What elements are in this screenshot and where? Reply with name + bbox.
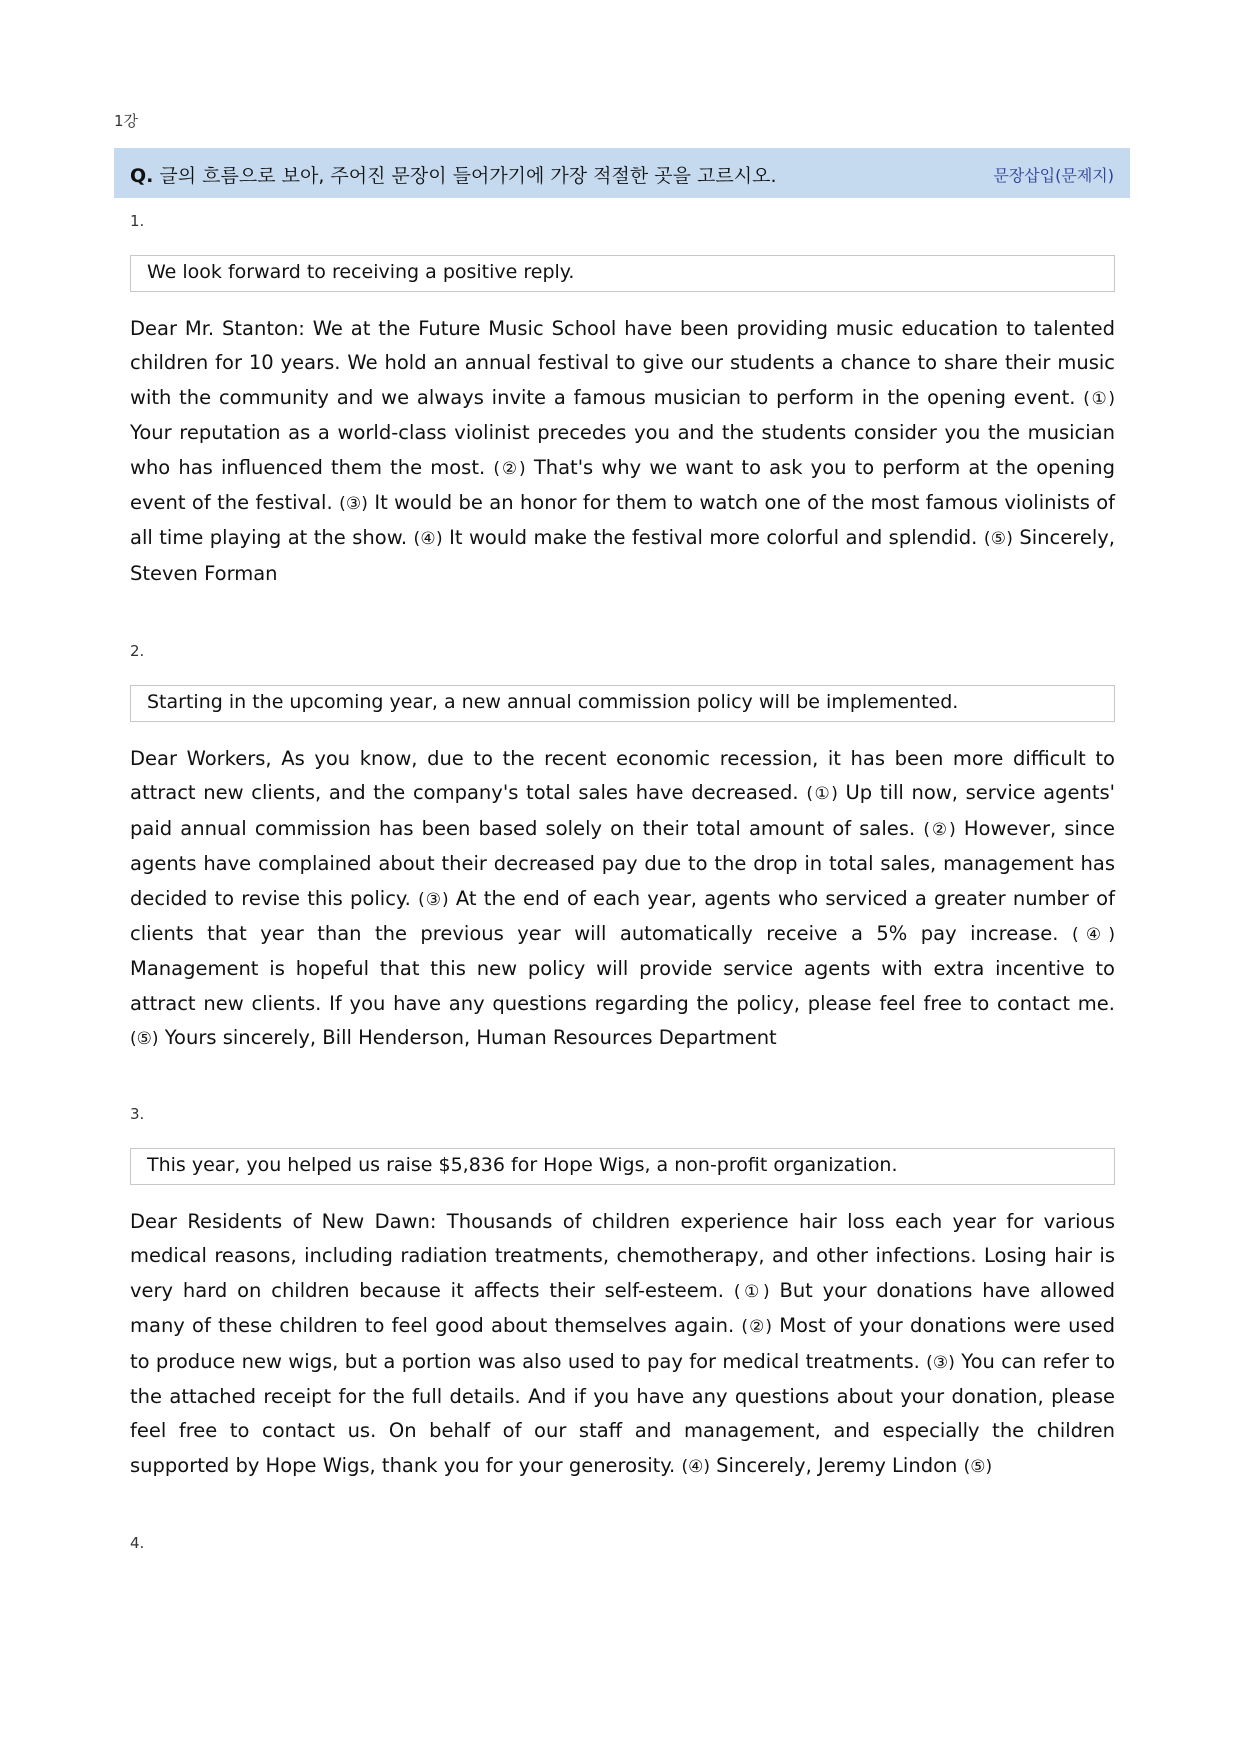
instruction-bar: [114, 148, 1130, 198]
passage-segment: Dear Mr. Stanton: We at the Future Music School have been providing music education to talented children for 10 years. We hold an annual festival to give our students a chance to share their music with the community and we always invite a famous musician to perform in the opening event.: [130, 317, 1115, 409]
insertion-mark-2: (②): [493, 458, 526, 479]
question-3: [130, 1105, 1115, 1484]
passage-segment: Yours sincerely, Bill Henderson, Human Resources Department: [164, 1026, 777, 1050]
question-4: [130, 1534, 1115, 1552]
passage-segment: That's why we want to ask you to perform at the opening event of the festival.: [130, 455, 1116, 515]
instruction-body: 글의 흐름으로 보아, 주어진 문장이 들어가기에 가장 적절한 곳을 고르시오.: [159, 165, 777, 187]
passage-text: [130, 1205, 1115, 1484]
insertion-mark-5: (⑤): [963, 1456, 993, 1477]
passage-segment: Up till now, service agents' paid annual commission has been based solely on their total amount of sales.: [130, 781, 1115, 840]
insertion-mark-4: (④): [681, 1456, 710, 1477]
passage-segment: At the end of each year, agents who serviced a greater number of clients that year than the previous year will automatically receive a 5% pay increase.: [130, 886, 1115, 946]
question-number: 1.: [130, 212, 145, 230]
given-sentence-box: We look forward to receiving a positive reply.: [130, 255, 1115, 292]
instruction-text: [130, 161, 776, 188]
insertion-mark-3: (③): [926, 1352, 955, 1373]
question-2: [130, 642, 1115, 1057]
given-sentence-box: Starting in the upcoming year, a new annual commission policy will be implemented.: [130, 685, 1115, 722]
insertion-mark-5: (⑤): [130, 1029, 159, 1050]
passage-segment: It would make the festival more colorful and splendid.: [449, 526, 978, 550]
passage-segment: But your donations have allowed many of these children to feel good about themselves again.: [130, 1278, 1115, 1338]
passage-segment: It would be an honor for them to watch one of the most famous violinists of all time playing at the show.: [130, 491, 1116, 550]
given-sentence-box: This year, you helped us raise $5,836 for Hope Wigs, a non-profit organization.: [130, 1148, 1115, 1185]
insertion-mark-4: (④): [413, 529, 443, 550]
passage-segment: Dear Residents of New Dawn: Thousands of children experience hair loss each year for various medical reasons, including radiation treatments, chemotherapy, and other infections. Losing hair is very hard on children because it affects their self-esteem.: [130, 1210, 1115, 1302]
passage-segment: Dear Workers, As you know, due to the recent economic recession, it has been more difficult to attract new clients, and the company's total sales have decreased.: [130, 747, 1115, 805]
insertion-mark-1: (①): [806, 784, 838, 805]
question-number: 3.: [130, 1105, 145, 1123]
insertion-mark-3: (③): [339, 494, 368, 515]
insertion-mark-1: (①): [1083, 388, 1115, 409]
passage-segment: You can refer to the attached receipt for the full details. And if you have any questions about your donation, please feel free to contact us. On behalf of our staff and management, and especially the children supported by Hope Wigs, thank you for your generosity.: [130, 1349, 1115, 1477]
insertion-mark-1: (①): [733, 1281, 770, 1302]
lecture-label: 1강: [114, 112, 139, 130]
passage-segment: Sincerely, Jeremy Lindon: [716, 1453, 958, 1477]
question-type-tag: 문장삽입(문제지): [993, 166, 1114, 185]
passage-text: [130, 312, 1115, 591]
passage-segment: Most of your donations were used to produce new wigs, but a portion was also used to pay for medical treatments.: [130, 1314, 1116, 1373]
question-1: [130, 212, 1115, 591]
passage-segment: Your reputation as a world-class violinist precedes you and the students consider you the musician who has influenced them the most.: [130, 421, 1115, 479]
insertion-mark-3: (③): [418, 889, 449, 910]
insertion-mark-2: (②): [923, 819, 956, 840]
question-number: 2.: [130, 642, 145, 660]
passage-segment: However, since agents have complained about their decreased pay due to the drop in total sales, management has decided to revise this policy.: [130, 816, 1115, 910]
passage-segment: Management is hopeful that this new policy will provide service agents with extra incentive to attract new clients. If you have any questions regarding the policy, please feel free to contact me.: [130, 957, 1115, 1015]
passage-segment: Sincerely, Steven Forman: [130, 526, 1116, 585]
insertion-mark-5: (⑤): [983, 529, 1013, 550]
passage-text: [130, 742, 1115, 1057]
instruction-label: Q.: [130, 165, 154, 187]
question-number: 4.: [130, 1534, 145, 1552]
insertion-mark-2: (②): [741, 1317, 772, 1338]
insertion-mark-4: (④): [1071, 925, 1115, 946]
